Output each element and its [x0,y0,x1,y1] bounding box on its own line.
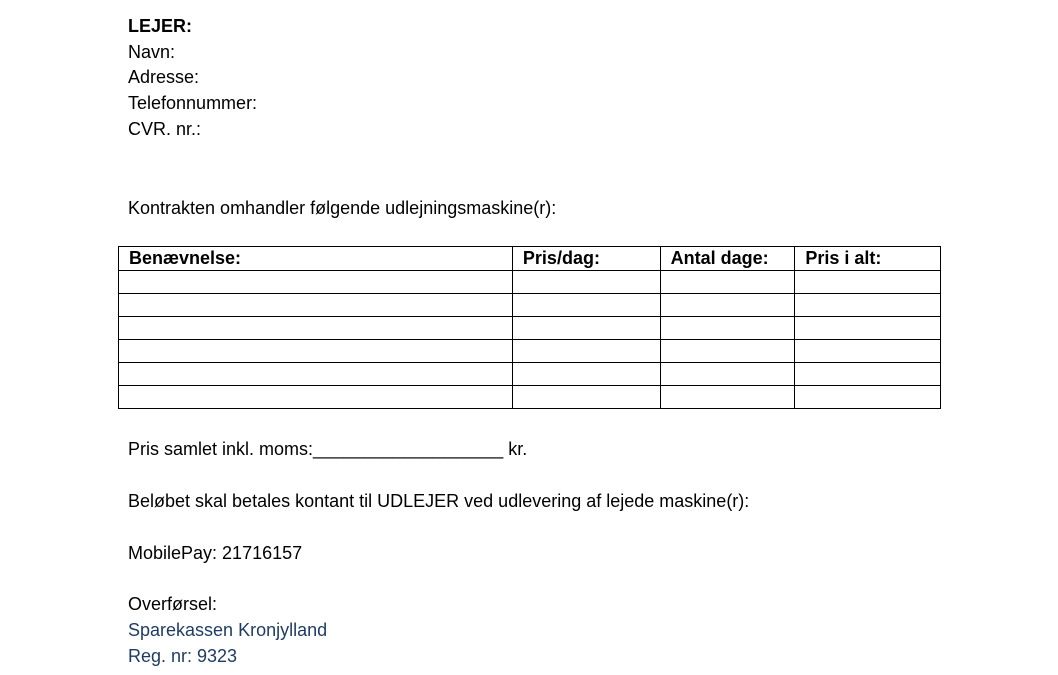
table-cell[interactable] [512,271,660,294]
table-row [119,340,941,363]
mobilepay-number: MobilePay: 21716157 [128,543,303,563]
payment-instruction: Beløbet skal betales kontant til UDLEJER ved udlevering af lejede maskine(r): [128,491,750,511]
transfer-label: Overførsel: [128,594,218,614]
table-cell[interactable] [795,363,941,386]
name-label: Navn: [128,42,176,62]
table-cell[interactable] [119,363,513,386]
table-row [119,317,941,340]
table-cell[interactable] [660,317,795,340]
table-cell[interactable] [119,294,513,317]
table-cell[interactable] [119,317,513,340]
total-price-line: Pris samlet inkl. moms:___________________ kr. [128,439,528,459]
header-name: Benævnelse: [119,247,513,271]
table-cell[interactable] [512,363,660,386]
intro-text: Kontrakten omhandler følgende udlejningsmaskine(r): [128,198,557,218]
header-price-per-day: Pris/dag: [512,247,660,271]
table-row [119,271,941,294]
phone-label: Telefonnummer: [128,93,258,113]
table-cell[interactable] [795,271,941,294]
table-cell[interactable] [660,294,795,317]
table-header-row [119,247,941,271]
table-cell[interactable] [512,386,660,409]
header-days: Antal dage: [660,247,795,271]
table-cell[interactable] [512,317,660,340]
table-cell[interactable] [795,294,941,317]
table-cell[interactable] [660,386,795,409]
table-cell[interactable] [512,294,660,317]
header-total-price: Pris i alt: [795,247,941,271]
table-cell[interactable] [795,317,941,340]
table-row [119,294,941,317]
reg-number: Reg. nr: 9323 [128,646,238,666]
table-cell[interactable] [119,271,513,294]
table-cell[interactable] [795,386,941,409]
lessee-heading: LEJER: [128,16,193,36]
machines-table [118,246,941,409]
table-cell[interactable] [795,340,941,363]
table-cell[interactable] [512,340,660,363]
address-label: Adresse: [128,67,200,87]
table-cell[interactable] [119,340,513,363]
table-cell[interactable] [119,386,513,409]
table-cell[interactable] [660,340,795,363]
table-row [119,386,941,409]
table-cell[interactable] [660,363,795,386]
table-cell[interactable] [660,271,795,294]
table-row [119,363,941,386]
cvr-label: CVR. nr.: [128,119,202,139]
bank-name: Sparekassen Kronjylland [128,620,328,640]
